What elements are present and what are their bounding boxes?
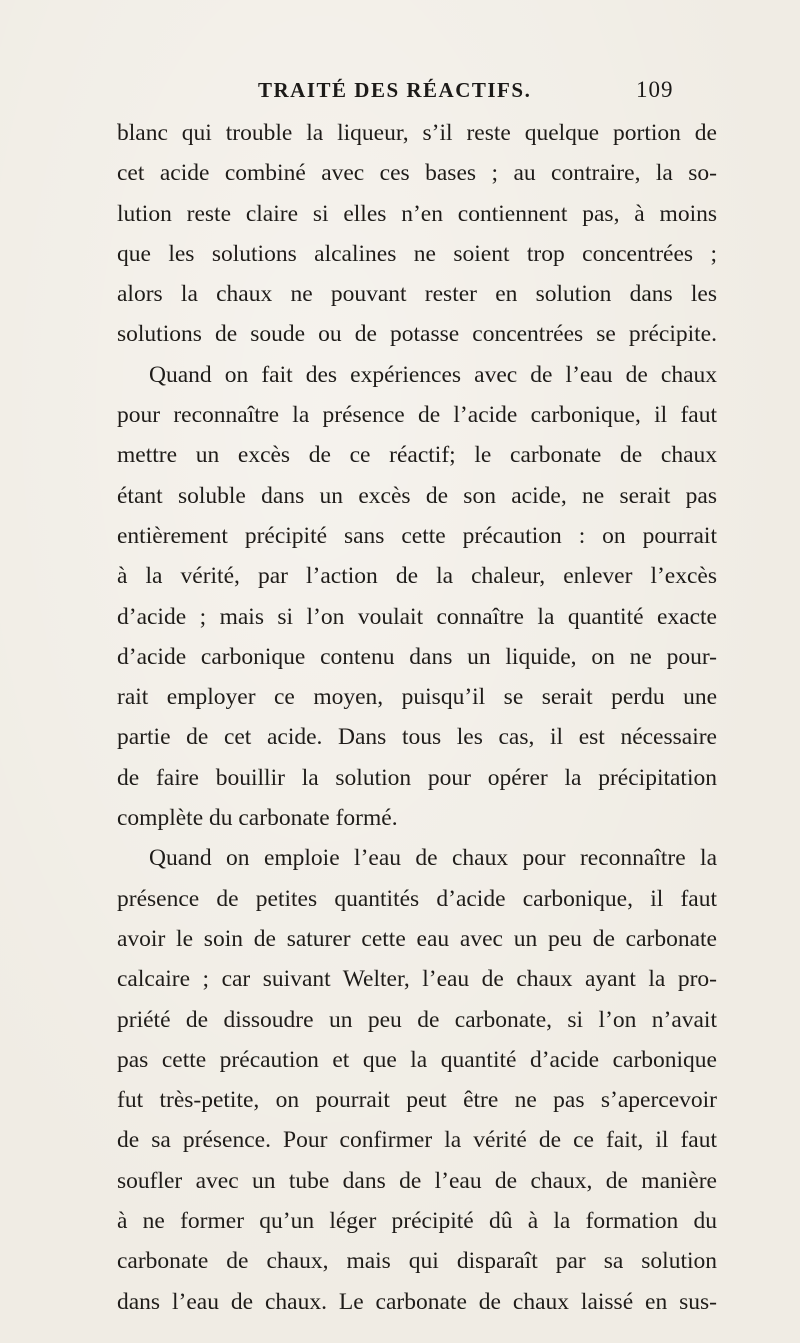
text-line: alors la chaux ne pouvant rester en solution dans les [117,281,717,308]
text-line: dans l’eau de chaux. Le carbonate de chaux laissé en sus- [117,1288,717,1315]
text-line: Quand on emploie l’eau de chaux pour reconnaître la [149,845,717,872]
text-line: Quand on fait des expériences avec de l’eau de chaux [149,361,717,388]
text-line: de sa présence. Pour confirmer la vérité de ce fait, il faut [117,1127,717,1154]
text-line: complète du carbonate formé. [117,805,398,832]
text-line: mettre un excès de ce réactif; le carbonate de chaux [117,442,717,469]
text-line: pas cette précaution et que la quantité d’acide carbonique [117,1046,717,1073]
text-line: priété de dissoudre un peu de carbonate, si l’on n’avait [117,1006,717,1033]
page-number: 109 [636,77,674,102]
text-line: pour reconnaître la présence de l’acide carbonique, il faut [117,402,717,429]
text-line: lution reste claire si elles n’en contiennent pas, à moins [117,200,717,227]
text-line: carbonate de chaux, mais qui disparaît par sa solution [117,1248,717,1275]
text-line: d’acide ; mais si l’on voulait connaître la quantité exacte [117,603,717,630]
text-line: que les solutions alcalines ne soient trop concentrées ; [117,240,717,267]
text-line: à ne former qu’un léger précipité dû à la formation du [117,1208,717,1235]
text-line: partie de cet acide. Dans tous les cas, il est nécessaire [117,724,717,751]
text-line: entièrement précipité sans cette précaution : on pourrait [117,522,717,549]
text-line: étant soluble dans un excès de son acide, ne serait pas [117,482,717,509]
text-line: rait employer ce moyen, puisqu’il se serait perdu une [117,684,717,711]
text-line: soufler avec un tube dans de l’eau de chaux, de manière [117,1167,717,1194]
text-line: cet acide combiné avec ces bases ; au contraire, la so- [117,160,717,187]
text-line: calcaire ; car suivant Welter, l’eau de chaux ayant la pro- [117,966,717,993]
text-line: de faire bouillir la solution pour opérer la précipitation [117,764,717,791]
text-line: d’acide carbonique contenu dans un liquide, on ne pour- [117,643,717,670]
running-title: TRAITÉ DES RÉACTIFS. [258,78,532,102]
text-line: solutions de soude ou de potasse concentrées se précipite. [117,321,717,348]
text-line: fut très-petite, on pourrait peut être ne pas s’apercevoir [117,1087,717,1114]
page-header [0,78,800,112]
text-line: à la vérité, par l’action de la chaleur, enlever l’excès [117,563,717,590]
text-line: blanc qui trouble la liqueur, s’il reste quelque portion de [117,120,717,146]
body-text [117,113,717,1322]
text-line: présence de petites quantités d’acide carbonique, il faut [117,885,717,912]
text-line: avoir le soin de saturer cette eau avec un peu de carbonate [117,925,717,952]
